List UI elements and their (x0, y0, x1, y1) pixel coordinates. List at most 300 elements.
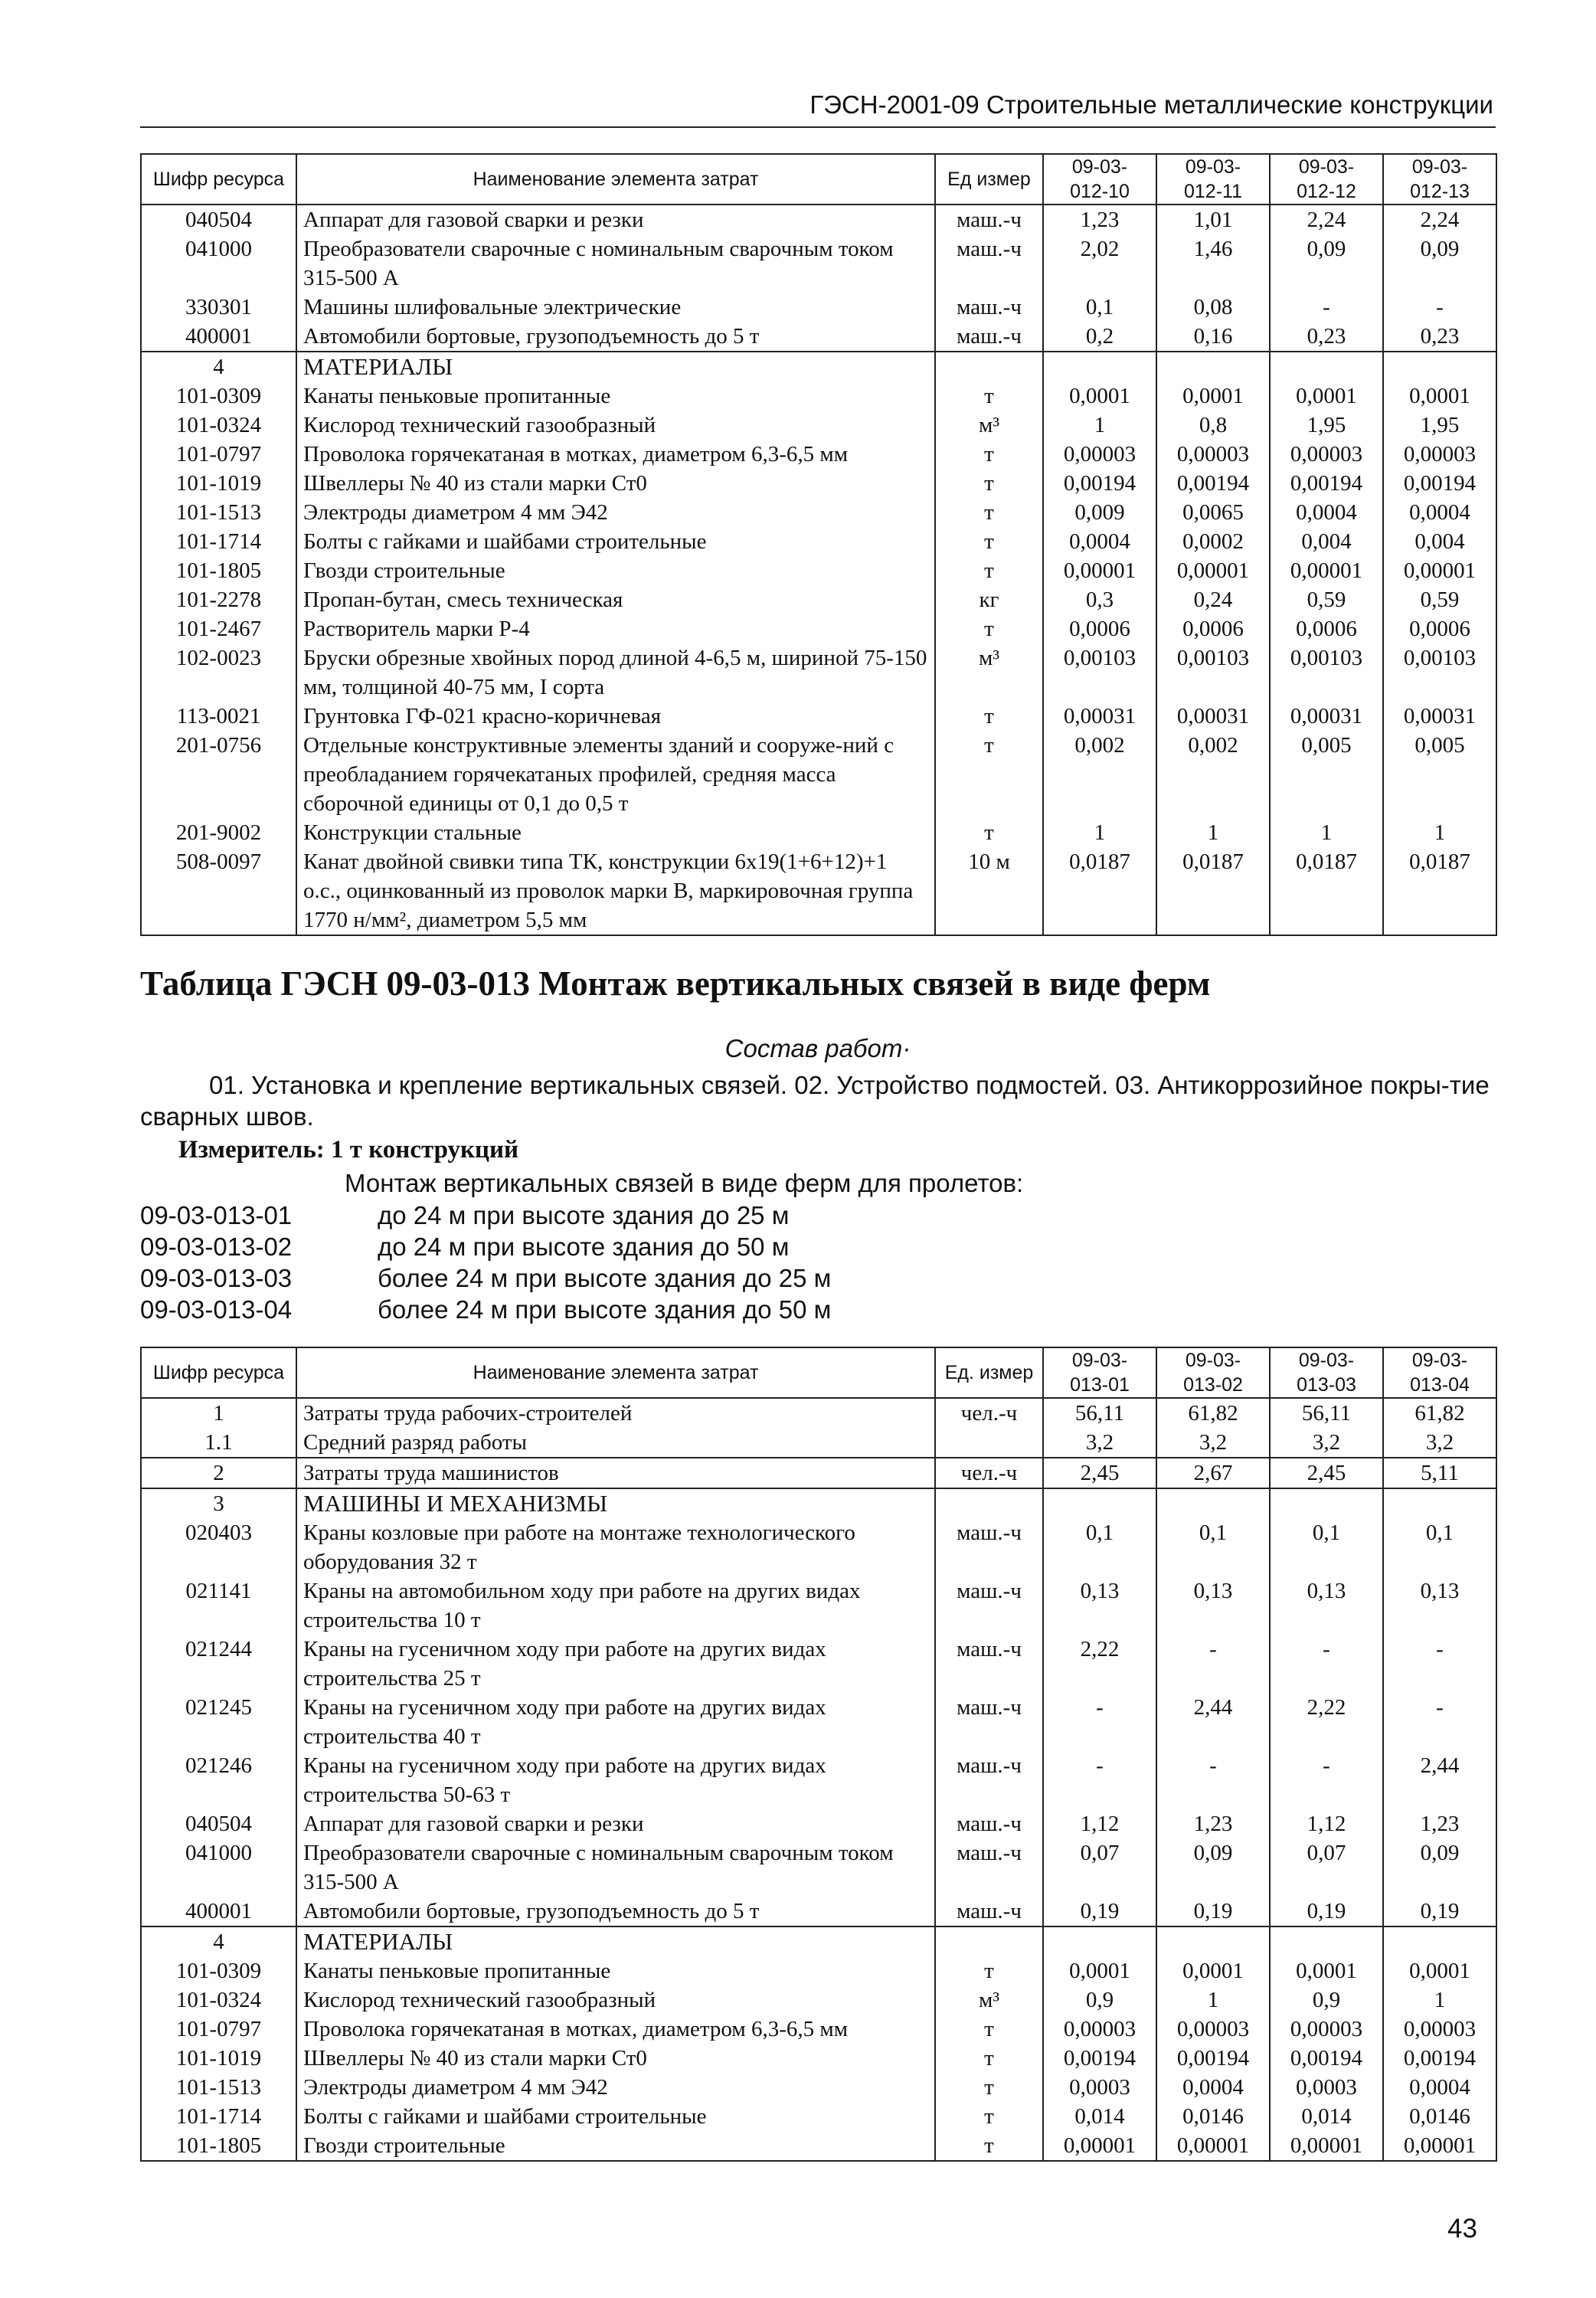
value-cell: 3,2 (1156, 1428, 1270, 1458)
value-cell: 61,82 (1156, 1398, 1270, 1428)
value-cell: 1 (1156, 818, 1270, 847)
resource-code: 021246 (141, 1751, 296, 1809)
value-cell: 0,014 (1270, 2102, 1383, 2131)
table-row (141, 1897, 1496, 1926)
resource-name: Проволока горячекатаная в мотках, диаметром 6,3-6,5 мм (296, 440, 935, 469)
value-cell: 0,00003 (1156, 440, 1270, 469)
table-row (141, 2044, 1496, 2073)
resource-code: 101-0324 (141, 411, 296, 440)
value-cell: 0,8 (1156, 411, 1270, 440)
resource-code: 101-1019 (141, 2044, 296, 2073)
value-cell: 0,00194 (1156, 2044, 1270, 2073)
header-col: 09-03- 013-04 (1383, 1347, 1496, 1398)
value-cell: 0,24 (1156, 585, 1270, 614)
unit-cell: т (935, 440, 1043, 469)
value-cell (1156, 352, 1270, 381)
unit-cell (935, 1428, 1043, 1458)
resource-name: Кислород технический газообразный (296, 1985, 935, 2015)
table-row (141, 1838, 1496, 1897)
resource-code: 101-1513 (141, 2073, 296, 2102)
resource-code: 400001 (141, 322, 296, 352)
resource-code: 400001 (141, 1897, 296, 1926)
value-cell: 0,0003 (1270, 2073, 1383, 2102)
resource-name: Преобразователи сварочные с номинальным сварочным током 315-500 А (296, 234, 935, 293)
unit-cell (935, 1488, 1043, 1518)
value-cell: 0,0004 (1156, 2073, 1270, 2102)
table-row (141, 322, 1496, 352)
value-cell: 0,9 (1270, 1985, 1383, 2015)
table-row (141, 1635, 1496, 1693)
value-cell: 0,00103 (1156, 643, 1270, 702)
value-cell (1383, 1926, 1496, 1956)
value-cell (1270, 1926, 1383, 1956)
resource-name: Аппарат для газовой сварки и резки (296, 205, 935, 234)
resource-name: Болты с гайками и шайбами строительные (296, 2102, 935, 2131)
value-cell (1383, 352, 1496, 381)
header-col: 09-03- 013-01 (1043, 1347, 1156, 1398)
value-cell: 1 (1043, 818, 1156, 847)
value-cell: 0,16 (1156, 322, 1270, 352)
value-cell: 0,00003 (1156, 2015, 1270, 2044)
value-cell (1270, 352, 1383, 381)
resource-name: Аппарат для газовой сварки и резки (296, 1809, 935, 1838)
resource-code: 201-0756 (141, 731, 296, 818)
resource-name: Машины шлифовальные электрические (296, 293, 935, 322)
resource-name: Растворитель марки Р-4 (296, 614, 935, 643)
resource-code: 020403 (141, 1518, 296, 1576)
value-cell: - (1043, 1751, 1156, 1809)
table-row (141, 1518, 1496, 1576)
value-cell: 0,1 (1270, 1518, 1383, 1576)
resource-name: Краны на гусеничном ходу при работе на других видах строительства 40 т (296, 1693, 935, 1751)
resource-name: Болты с гайками и шайбами строительные (296, 527, 935, 556)
value-cell: 0,23 (1383, 322, 1496, 352)
variant-code: 09-03-013-03 (140, 1264, 293, 1292)
value-cell: 0,1 (1043, 1518, 1156, 1576)
value-cell: 0,0004 (1383, 498, 1496, 527)
resource-name: Автомобили бортовые, грузоподъемность до 5 т (296, 322, 935, 352)
resource-code: 021141 (141, 1576, 296, 1635)
unit-cell (935, 352, 1043, 381)
unit-cell: маш.-ч (935, 1809, 1043, 1838)
value-cell: - (1383, 1693, 1496, 1751)
unit-cell: 10 м (935, 847, 1043, 935)
value-cell: 0,014 (1043, 2102, 1156, 2131)
resource-name: Средний разряд работы (296, 1428, 935, 1458)
unit-cell: т (935, 2102, 1043, 2131)
value-cell: 1,46 (1156, 234, 1270, 293)
resource-code: 508-0097 (141, 847, 296, 935)
value-cell: 5,11 (1383, 1458, 1496, 1488)
table-row (141, 234, 1496, 293)
resource-name: Канат двойной свивки типа ТК, конструкции 6х19(1+6+12)+1 о.с., оцинкованный из проволок марки В, маркировочная группа 1770 н/мм², диаметром 5,5 мм (296, 847, 935, 935)
value-cell: 0,005 (1270, 731, 1383, 818)
value-cell: 0,00003 (1043, 440, 1156, 469)
table-row (141, 1398, 1496, 1428)
resource-code: 021244 (141, 1635, 296, 1693)
value-cell: 0,9 (1043, 1985, 1156, 2015)
section-code: 4 (141, 1926, 296, 1956)
value-cell: 0,0004 (1383, 2073, 1496, 2102)
table-row (141, 1576, 1496, 1635)
value-cell: 0,19 (1043, 1897, 1156, 1926)
variant-code: 09-03-013-04 (140, 1295, 293, 1324)
resource-table-012 (140, 153, 1497, 936)
variant-row (140, 1232, 789, 1262)
value-cell: 0,13 (1270, 1576, 1383, 1635)
section-code: 3 (141, 1488, 296, 1518)
value-cell: 56,11 (1270, 1398, 1383, 1428)
resource-name: Кислород технический газообразный (296, 411, 935, 440)
value-cell: 2,44 (1383, 1751, 1496, 1809)
value-cell: 0,00103 (1043, 643, 1156, 702)
resource-code: 101-1714 (141, 527, 296, 556)
unit-cell: м³ (935, 1985, 1043, 2015)
resource-code: 330301 (141, 293, 296, 322)
section-row (141, 1926, 1496, 1956)
unit-cell: т (935, 731, 1043, 818)
table-row (141, 614, 1496, 643)
resource-code: 101-1513 (141, 498, 296, 527)
value-cell (1156, 1488, 1270, 1518)
table-row (141, 1693, 1496, 1751)
unit-cell: т (935, 469, 1043, 498)
value-cell: 0,0006 (1270, 614, 1383, 643)
value-cell: 0,3 (1043, 585, 1156, 614)
composition-title: Состав работ· (724, 1034, 911, 1062)
resource-name: Швеллеры № 40 из стали марки Ст0 (296, 2044, 935, 2073)
unit-cell: маш.-ч (935, 1897, 1043, 1926)
unit-cell: т (935, 2015, 1043, 2044)
unit-cell (935, 1926, 1043, 1956)
variant-row (140, 1295, 831, 1324)
resource-name: Краны на гусеничном ходу при работе на других видах строительства 50-63 т (296, 1751, 935, 1809)
header-code: Шифр ресурса (141, 1347, 296, 1398)
value-cell: 2,67 (1156, 1458, 1270, 1488)
value-cell: 0,00194 (1383, 469, 1496, 498)
table-row (141, 1428, 1496, 1458)
value-cell: 0,0001 (1156, 381, 1270, 411)
value-cell: 0,004 (1270, 527, 1383, 556)
resource-name: Бруски обрезные хвойных пород длиной 4-6,5 м, шириной 75-150 мм, толщиной 40-75 мм, I сорта (296, 643, 935, 702)
unit-cell: т (935, 2073, 1043, 2102)
value-cell: 2,24 (1270, 205, 1383, 234)
value-cell: 0,0146 (1383, 2102, 1496, 2131)
value-cell: 0,0001 (1043, 1956, 1156, 1985)
unit-cell: м³ (935, 643, 1043, 702)
measure-unit: Измеритель: 1 т конструкций (178, 1136, 519, 1164)
unit-cell: маш.-ч (935, 1838, 1043, 1897)
value-cell: 0,59 (1383, 585, 1496, 614)
value-cell (1043, 1488, 1156, 1518)
value-cell: 0,0003 (1043, 2073, 1156, 2102)
resource-code: 2 (141, 1458, 296, 1488)
header-col: 09-03- 013-02 (1156, 1347, 1270, 1398)
value-cell: 0,0001 (1383, 381, 1496, 411)
unit-cell: т (935, 2044, 1043, 2073)
resource-code: 040504 (141, 205, 296, 234)
value-cell: 0,09 (1156, 1838, 1270, 1897)
value-cell: 0,0006 (1383, 614, 1496, 643)
section-row (141, 352, 1496, 381)
value-cell: 0,00003 (1270, 440, 1383, 469)
value-cell: 1 (1383, 1985, 1496, 2015)
resource-code: 101-0309 (141, 1956, 296, 1985)
value-cell: 0,13 (1156, 1576, 1270, 1635)
value-cell: 0,00194 (1156, 469, 1270, 498)
unit-cell: т (935, 498, 1043, 527)
value-cell: - (1270, 1751, 1383, 1809)
table-row (141, 702, 1496, 731)
resource-code: 102-0023 (141, 643, 296, 702)
value-cell: - (1270, 293, 1383, 322)
variant-desc: более 24 м при высоте здания до 50 м (378, 1295, 832, 1324)
section-code: 4 (141, 352, 296, 381)
value-cell: 0,59 (1270, 585, 1383, 614)
resource-code: 113-0021 (141, 702, 296, 731)
resource-name: Пропан-бутан, смесь техническая (296, 585, 935, 614)
header-name: Наименование элемента затрат (296, 154, 935, 205)
unit-cell: маш.-ч (935, 1576, 1043, 1635)
table-row (141, 556, 1496, 585)
value-cell: 0,002 (1043, 731, 1156, 818)
value-cell: 0,0187 (1383, 847, 1496, 935)
value-cell: 0,00194 (1270, 469, 1383, 498)
unit-cell: т (935, 556, 1043, 585)
resource-code: 201-9002 (141, 818, 296, 847)
value-cell (1043, 1926, 1156, 1956)
unit-cell: чел.-ч (935, 1398, 1043, 1428)
value-cell: 0,19 (1383, 1897, 1496, 1926)
table-row (141, 1985, 1496, 2015)
resource-code: 101-1805 (141, 556, 296, 585)
table-row (141, 498, 1496, 527)
value-cell: 0,1 (1383, 1518, 1496, 1576)
value-cell: 0,23 (1270, 322, 1383, 352)
unit-cell: маш.-ч (935, 234, 1043, 293)
unit-cell: маш.-ч (935, 322, 1043, 352)
value-cell: 0,0006 (1043, 614, 1156, 643)
table-row (141, 818, 1496, 847)
value-cell: 2,22 (1043, 1635, 1156, 1693)
value-cell: 0,07 (1270, 1838, 1383, 1897)
value-cell: 0,09 (1270, 234, 1383, 293)
value-cell: 0,0001 (1270, 381, 1383, 411)
value-cell: 0,00003 (1043, 2015, 1156, 2044)
variant-row (140, 1264, 831, 1293)
value-cell: 2,45 (1270, 1458, 1383, 1488)
resource-name: Проволока горячекатаная в мотках, диаметром 6,3-6,5 мм (296, 2015, 935, 2044)
value-cell: 0,0001 (1270, 1956, 1383, 1985)
resource-code: 101-1714 (141, 2102, 296, 2131)
resource-code: 101-2467 (141, 614, 296, 643)
value-cell: 1,23 (1156, 1809, 1270, 1838)
page-header-title: ГЭСН-2001-09 Строительные металлические конструкции (809, 90, 1493, 119)
value-cell: 0,00194 (1270, 2044, 1383, 2073)
value-cell: 1,01 (1156, 205, 1270, 234)
section-row (141, 1458, 1496, 1488)
value-cell: 0,0187 (1156, 847, 1270, 935)
value-cell (1383, 1488, 1496, 1518)
resource-code: 101-1019 (141, 469, 296, 498)
table-row (141, 1956, 1496, 1985)
resource-name: Конструкции стальные (296, 818, 935, 847)
resource-code: 101-0309 (141, 381, 296, 411)
value-cell: 3,2 (1383, 1428, 1496, 1458)
resource-code: 101-0797 (141, 440, 296, 469)
resource-name: Гвозди строительные (296, 2131, 935, 2161)
table-row (141, 469, 1496, 498)
table-row (141, 411, 1496, 440)
value-cell: 0,0001 (1156, 1956, 1270, 1985)
value-cell (1156, 1926, 1270, 1956)
value-cell: 0,004 (1383, 527, 1496, 556)
value-cell: 0,0187 (1043, 847, 1156, 935)
resource-name: Краны козловые при работе на монтаже технологического оборудования 32 т (296, 1518, 935, 1576)
header-unit: Ед измер (935, 154, 1043, 205)
value-cell: 56,11 (1043, 1398, 1156, 1428)
value-cell: 0,00003 (1383, 2015, 1496, 2044)
value-cell: 0,0187 (1270, 847, 1383, 935)
value-cell: 0,002 (1156, 731, 1270, 818)
unit-cell: маш.-ч (935, 1751, 1043, 1809)
unit-cell: маш.-ч (935, 293, 1043, 322)
value-cell: 0,00001 (1383, 556, 1496, 585)
value-cell: 1 (1270, 818, 1383, 847)
value-cell: 0,00001 (1270, 556, 1383, 585)
table-row (141, 2073, 1496, 2102)
value-cell: 0,00031 (1156, 702, 1270, 731)
value-cell: 0,13 (1383, 1576, 1496, 1635)
resource-name: Канаты пеньковые пропитанные (296, 381, 935, 411)
value-cell: 1 (1383, 818, 1496, 847)
value-cell: 0,0004 (1043, 527, 1156, 556)
value-cell: 0,0001 (1383, 1956, 1496, 1985)
value-cell: 0,009 (1043, 498, 1156, 527)
resource-name: Автомобили бортовые, грузоподъемность до 5 т (296, 1897, 935, 1926)
resource-code: 101-2278 (141, 585, 296, 614)
resource-name: Затраты труда рабочих-строителей (296, 1398, 935, 1428)
variant-desc: более 24 м при высоте здания до 25 м (378, 1264, 832, 1292)
variants-intro: Монтаж вертикальных связей в виде ферм для пролетов: (345, 1169, 1024, 1197)
table-row (141, 643, 1496, 702)
resource-name: Отдельные конструктивные элементы зданий и сооруже-ний с преобладанием горячекатаных профилей, средняя масса сборочной единицы от 0,1 до 0,5 т (296, 731, 935, 818)
variant-desc: до 24 м при высоте здания до 50 м (378, 1232, 790, 1261)
resource-code: 041000 (141, 234, 296, 293)
unit-cell: т (935, 1956, 1043, 1985)
header-rule (140, 126, 1496, 128)
header-col: 09-03- 013-03 (1270, 1347, 1383, 1398)
resource-name: Преобразователи сварочные с номинальным сварочным током 315-500 А (296, 1838, 935, 1897)
value-cell: 0,00001 (1043, 556, 1156, 585)
resource-code: 101-1805 (141, 2131, 296, 2161)
header-code: Шифр ресурса (141, 154, 296, 205)
resource-code: 101-0797 (141, 2015, 296, 2044)
value-cell: 0,00001 (1043, 2131, 1156, 2161)
value-cell: 61,82 (1383, 1398, 1496, 1428)
table-row (141, 527, 1496, 556)
value-cell: 0,00194 (1043, 2044, 1156, 2073)
table-row (141, 847, 1496, 935)
value-cell: 0,1 (1156, 1518, 1270, 1576)
value-cell: 1,23 (1383, 1809, 1496, 1838)
table-row (141, 2102, 1496, 2131)
section-name: МАШИНЫ И МЕХАНИЗМЫ (296, 1488, 935, 1518)
table-row (141, 205, 1496, 234)
unit-cell: т (935, 818, 1043, 847)
value-cell: - (1270, 1635, 1383, 1693)
value-cell: 0,19 (1270, 1897, 1383, 1926)
value-cell: 1,95 (1270, 411, 1383, 440)
table-row (141, 293, 1496, 322)
section-name: МАТЕРИАЛЫ (296, 1926, 935, 1956)
value-cell: 1,95 (1383, 411, 1496, 440)
value-cell: 1,12 (1043, 1809, 1156, 1838)
table-row (141, 2131, 1496, 2161)
value-cell: - (1156, 1751, 1270, 1809)
table-row (141, 381, 1496, 411)
value-cell: 1 (1156, 1985, 1270, 2015)
composition-text: 01. Установка и крепление вертикальных связей. 02. Устройство подмостей. 03. Антикоррозийное покры-тие сварных швов. (140, 1071, 1490, 1131)
variant-code: 09-03-013-02 (140, 1232, 293, 1261)
value-cell: 0,09 (1383, 1838, 1496, 1897)
value-cell: 3,2 (1270, 1428, 1383, 1458)
resource-name: Краны на автомобильном ходу при работе на других видах строительства 10 т (296, 1576, 935, 1635)
value-cell: - (1156, 1635, 1270, 1693)
value-cell: 2,45 (1043, 1458, 1156, 1488)
resource-code: 021245 (141, 1693, 296, 1751)
value-cell: 0,13 (1043, 1576, 1156, 1635)
value-cell: 2,24 (1383, 205, 1496, 234)
value-cell: 0,00031 (1043, 702, 1156, 731)
unit-cell: т (935, 527, 1043, 556)
value-cell: 0,19 (1156, 1897, 1270, 1926)
variant-code: 09-03-013-01 (140, 1201, 293, 1229)
section-name: МАТЕРИАЛЫ (296, 352, 935, 381)
value-cell: 1,23 (1043, 205, 1156, 234)
table-row (141, 731, 1496, 818)
table-row (141, 440, 1496, 469)
value-cell: 0,0146 (1156, 2102, 1270, 2131)
value-cell: 0,00001 (1156, 2131, 1270, 2161)
resource-name: Гвозди строительные (296, 556, 935, 585)
value-cell: - (1043, 1693, 1156, 1751)
resource-name: Грунтовка ГФ-021 красно-коричневая (296, 702, 935, 731)
resource-name: Швеллеры № 40 из стали марки Ст0 (296, 469, 935, 498)
section-row (141, 1488, 1496, 1518)
value-cell: 0,00001 (1270, 2131, 1383, 2161)
value-cell: 0,005 (1383, 731, 1496, 818)
page-number: 43 (1447, 2214, 1477, 2244)
variant-row (140, 1201, 789, 1230)
table-row (141, 1809, 1496, 1838)
value-cell: 0,00003 (1383, 440, 1496, 469)
value-cell: 0,0002 (1156, 527, 1270, 556)
value-cell: 0,09 (1383, 234, 1496, 293)
unit-cell: т (935, 614, 1043, 643)
value-cell (1043, 352, 1156, 381)
value-cell: 0,0004 (1270, 498, 1383, 527)
resource-code: 1 (141, 1398, 296, 1428)
unit-cell: маш.-ч (935, 1693, 1043, 1751)
header-col: 09-03- 012-12 (1270, 154, 1383, 205)
unit-cell: маш.-ч (935, 1518, 1043, 1576)
variant-desc: до 24 м при высоте здания до 25 м (378, 1201, 790, 1229)
unit-cell: маш.-ч (935, 1635, 1043, 1693)
value-cell: 2,02 (1043, 234, 1156, 293)
table-row (141, 1751, 1496, 1809)
table-row (141, 2015, 1496, 2044)
